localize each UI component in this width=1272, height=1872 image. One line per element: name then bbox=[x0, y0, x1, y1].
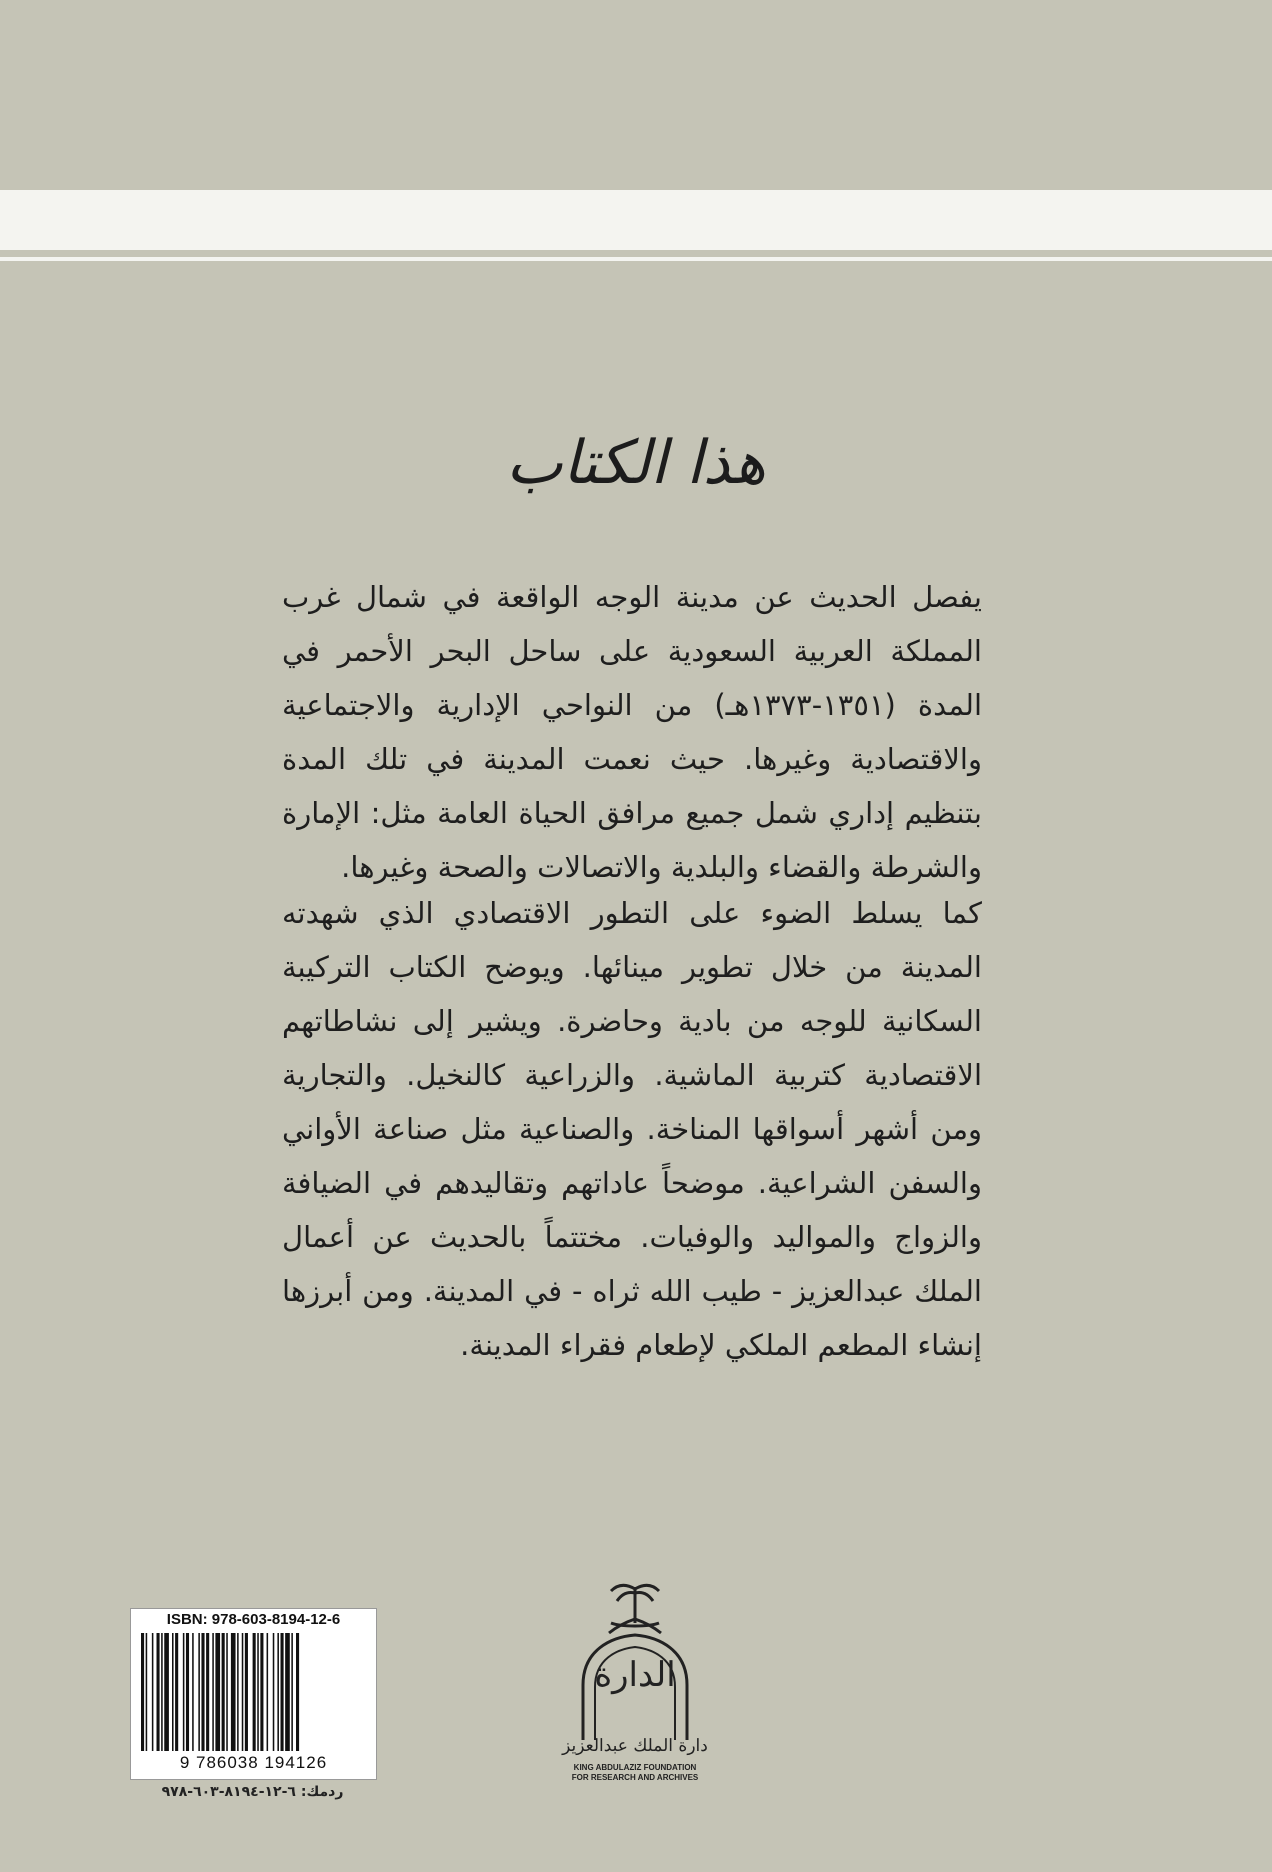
publisher-name-en bbox=[540, 1763, 730, 1783]
barcode-bar bbox=[198, 1633, 200, 1751]
barcode-bar bbox=[285, 1633, 290, 1751]
barcode-bar bbox=[164, 1633, 169, 1751]
isbn-label: ISBN: 978-603-8194-12-6 bbox=[166, 1611, 341, 1628]
barcode-bar bbox=[141, 1633, 144, 1751]
barcode-bar bbox=[215, 1633, 220, 1751]
barcode-bar bbox=[242, 1633, 244, 1751]
paragraph-1: يفصل الحديث عن مدينة الوجه الواقعة في شمال غرب المملكة العربية السعودية على ساحل البحر الأحمر في المدة (١٣٥١-١٣٧٣هـ) من النواحي الإدارية والاجتماعية والاقتصادية وغيرها. حيث نعمت المدينة في تلك المدة بتنظيم إداري شمل جميع مرافق الحياة العامة مثل: الإمارة والشرطة والقضاء والبلدية والاتصالات والصحة وغيرها. bbox=[282, 580, 983, 884]
barcode-bar bbox=[237, 1633, 239, 1751]
barcode-bar bbox=[226, 1633, 228, 1751]
barcode-digits: 9 786038 194126 bbox=[179, 1753, 328, 1772]
barcode-bar bbox=[245, 1633, 248, 1751]
barcode bbox=[130, 1608, 377, 1780]
barcode-bar bbox=[161, 1633, 163, 1751]
publisher-name-ar: دارة الملك عبدالعزيز bbox=[562, 1736, 708, 1756]
section-heading: هذا الكتاب bbox=[506, 428, 766, 498]
publisher-name-en-line2: FOR RESEARCH AND ARCHIVES bbox=[571, 1773, 699, 1782]
barcode-bar bbox=[212, 1633, 214, 1751]
barcode-bar bbox=[186, 1633, 189, 1751]
barcode-bar bbox=[201, 1633, 204, 1751]
barcode-bar bbox=[231, 1633, 236, 1751]
barcode-bar bbox=[296, 1633, 299, 1751]
barcode-bar bbox=[146, 1633, 148, 1751]
barcode-bar bbox=[260, 1633, 263, 1751]
isbn-arabic: ردمك: ٦-١٢-٨١٩٤-٦٠٣-٩٧٨ bbox=[161, 1784, 344, 1800]
white-thin-stripe bbox=[0, 257, 1272, 261]
barcode-bar bbox=[257, 1633, 259, 1751]
barcode-bar bbox=[222, 1633, 225, 1751]
publisher-name-en-line1: KING ABDULAZIZ FOUNDATION bbox=[573, 1763, 697, 1772]
barcode-bar bbox=[291, 1633, 293, 1751]
logo-word: الدارة bbox=[594, 1655, 676, 1695]
barcode-bar bbox=[172, 1633, 174, 1751]
barcode-bar bbox=[175, 1633, 178, 1751]
barcode-bar bbox=[277, 1633, 279, 1751]
top-band bbox=[0, 0, 1272, 190]
barcode-bars bbox=[141, 1633, 366, 1751]
barcode-bar bbox=[192, 1633, 194, 1751]
barcode-bar bbox=[157, 1633, 160, 1751]
paragraph-2: كما يسلط الضوء على التطور الاقتصادي الذي شهدته المدينة من خلال تطوير مينائها. ويوضح الكتاب التركيبة السكانية للوجه من بادية وحاضرة. ويشير إلى نشاطاتهم الاقتصادية كتربية الماشية. والزراعية كالنخيل. والتجارية ومن أشهر أسواقها المناخة. والصناعية مثل صناعة الأواني والسفن الشراعية. موضحاً عاداتهم وتقاليدهم في الضيافة والزواج والمواليد والوفيات. مختتماً بالحديث عن أعمال الملك عبدالعزيز - طيب الله ثراه - في المدينة. ومن أبرزها إنشاء المطعم الملكي لإطعام فقراء المدينة. bbox=[282, 896, 982, 1362]
white-stripe bbox=[0, 190, 1272, 250]
barcode-bar bbox=[206, 1633, 209, 1751]
barcode-bar bbox=[253, 1633, 256, 1751]
barcode-bar bbox=[152, 1633, 154, 1751]
barcode-bar bbox=[273, 1633, 275, 1751]
barcode-bar bbox=[281, 1633, 284, 1751]
barcode-bar bbox=[183, 1633, 185, 1751]
darah-logo-icon bbox=[555, 1575, 715, 1835]
barcode-bar bbox=[267, 1633, 269, 1751]
